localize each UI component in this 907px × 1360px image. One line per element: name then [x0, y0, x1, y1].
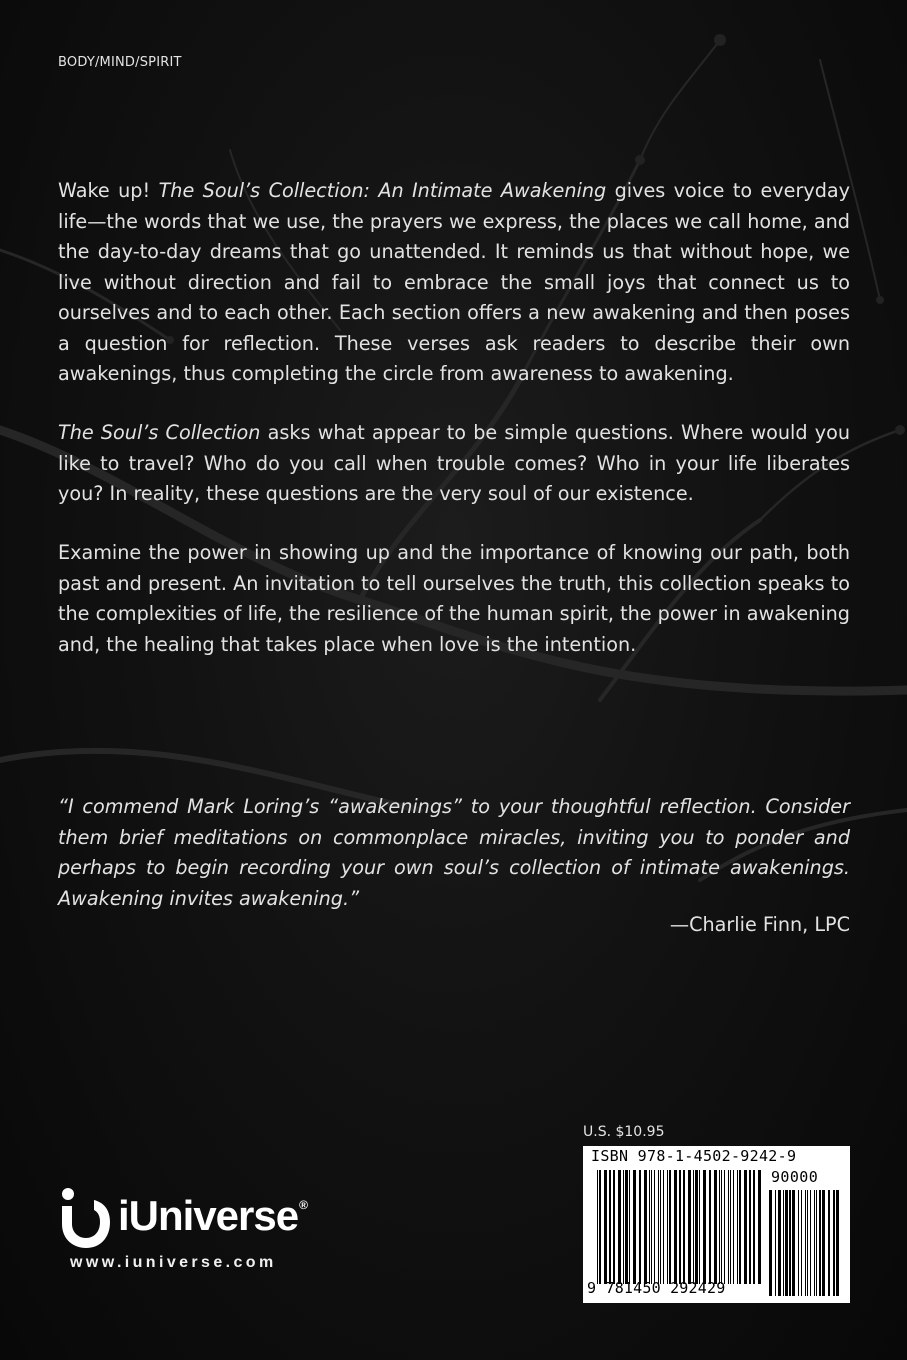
barcode-bar [753, 1170, 755, 1284]
barcode-bar [828, 1190, 830, 1296]
barcode-bar [749, 1170, 751, 1284]
barcode-bar [769, 1190, 772, 1296]
barcode-bar [758, 1170, 761, 1284]
barcode-bar [599, 1170, 601, 1284]
book-title-italic: The Soul’s Collection: An Intimate Awakening [158, 179, 607, 202]
barcode-bar [679, 1170, 681, 1284]
barcode-bar [618, 1170, 621, 1284]
barcode-bar [724, 1170, 725, 1284]
barcode-bar [644, 1170, 647, 1284]
barcode-bar [688, 1170, 691, 1284]
testimonial-quote: “I commend Mark Loring’s “awakenings” to your thoughtful reflection. Consider them brief meditations on commonplace miracles, inviting you to ponder and perhaps to begin recording your own soul’s collection of intimate awakenings. Awakening invites awakening.” [58, 795, 850, 910]
barcode-bar [744, 1170, 747, 1284]
description-paragraph-3: Examine the power in showing up and the importance of knowing our path, both past and present. An invitation to tell ourselves the truth, this collection speaks to the complexities of life, the resilience of the human spirit, the power in awakening and, the healing that takes place when love is the intention. [58, 541, 850, 656]
publisher-logo [58, 1186, 338, 1276]
barcode-bar [639, 1170, 641, 1284]
barcode-bar [801, 1190, 802, 1296]
barcode-bar [792, 1190, 795, 1296]
barcode-bar [798, 1190, 799, 1296]
barcode-bar [613, 1170, 615, 1284]
barcode-bar [683, 1170, 685, 1284]
barcode-bar [733, 1170, 734, 1284]
category-label: BODY/MIND/SPIRIT [58, 55, 182, 70]
testimonial-attribution: —Charlie Finn, LPC [669, 913, 850, 936]
barcode-bar [633, 1170, 636, 1284]
barcode-bar [703, 1170, 706, 1284]
barcode-bar [623, 1170, 624, 1284]
publisher-name-text: iUniverse [118, 1192, 299, 1239]
barcode-bar [819, 1190, 821, 1296]
barcode-bar [625, 1170, 628, 1284]
barcode-bar [721, 1170, 722, 1284]
barcode-bar [789, 1190, 791, 1296]
barcode-bar [714, 1170, 717, 1284]
isbn-barcode [583, 1146, 850, 1303]
barcode-bar [654, 1170, 655, 1284]
barcode-addon-digits: 90000 [771, 1168, 819, 1186]
barcode-bar [597, 1170, 598, 1284]
publisher-name [118, 1192, 307, 1240]
barcode-bar [810, 1190, 811, 1296]
barcode-bar [814, 1190, 815, 1296]
barcode-bar [785, 1190, 788, 1296]
barcode-bar [667, 1170, 668, 1284]
barcode-bar [805, 1190, 806, 1296]
barcode-bar [609, 1170, 611, 1284]
ean-digits: 9 781450 292429 [587, 1279, 726, 1297]
barcode-bar [699, 1170, 700, 1284]
barcode-bar [833, 1190, 835, 1296]
barcode-bar [719, 1170, 720, 1284]
barcode-bar [695, 1170, 698, 1284]
barcode-bar [669, 1170, 671, 1284]
barcode-bar [728, 1170, 729, 1284]
description-paragraph-1 [58, 176, 850, 390]
barcode-bar [730, 1170, 731, 1284]
barcode-bar [709, 1170, 711, 1284]
barcode-bar [807, 1190, 808, 1296]
iuniverse-logo-icon [58, 1186, 114, 1252]
price-label: U.S. $10.95 [583, 1124, 665, 1140]
paragraph2-rest: asks what appear to be simple questions. Where would you like to travel? Who do you call when trouble comes? Who in your life liberates you? In reality, these questions are the very soul of our existence. [58, 421, 850, 505]
barcode-bar [836, 1190, 839, 1296]
description-paragraph-2 [58, 418, 850, 510]
barcode-bar [693, 1170, 694, 1284]
isbn-label: ISBN 978-1-4502-9242-9 [591, 1147, 797, 1165]
barcode-bar [658, 1170, 659, 1284]
barcode-bar [822, 1190, 825, 1296]
barcode-bar [778, 1190, 781, 1296]
barcode-bar [737, 1170, 738, 1284]
publisher-url: www.iuniverse.com [70, 1254, 277, 1271]
barcode-bar [629, 1170, 630, 1284]
registered-mark: ® [299, 1198, 307, 1212]
barcode-bar [649, 1170, 650, 1284]
barcode-bar [604, 1170, 607, 1284]
short-title-italic: The Soul’s Collection [58, 421, 261, 444]
paragraph1-intro: Wake up! [58, 179, 159, 202]
barcode-bar [660, 1170, 661, 1284]
barcode-bar [674, 1170, 677, 1284]
barcode-bar [816, 1190, 817, 1296]
barcode-bar [775, 1190, 776, 1296]
barcode-bar [739, 1170, 741, 1284]
barcode-bar [663, 1170, 664, 1284]
paragraph1-rest: gives voice to everyday life—the words that we use, the prayers we express, the places we call home, and the day-to-day dreams that go unattended. It reminds us that without hope, we live without direction and fail to embrace the small joys that connect us to ourselves and to each other. Each section offers a new awakening and then poses a question for reflection. These verses ask readers to describe their own awakenings, thus completing the circle from awareness to awakening. [58, 179, 851, 385]
barcode-bar [783, 1190, 784, 1296]
barcode-bar [651, 1170, 652, 1284]
